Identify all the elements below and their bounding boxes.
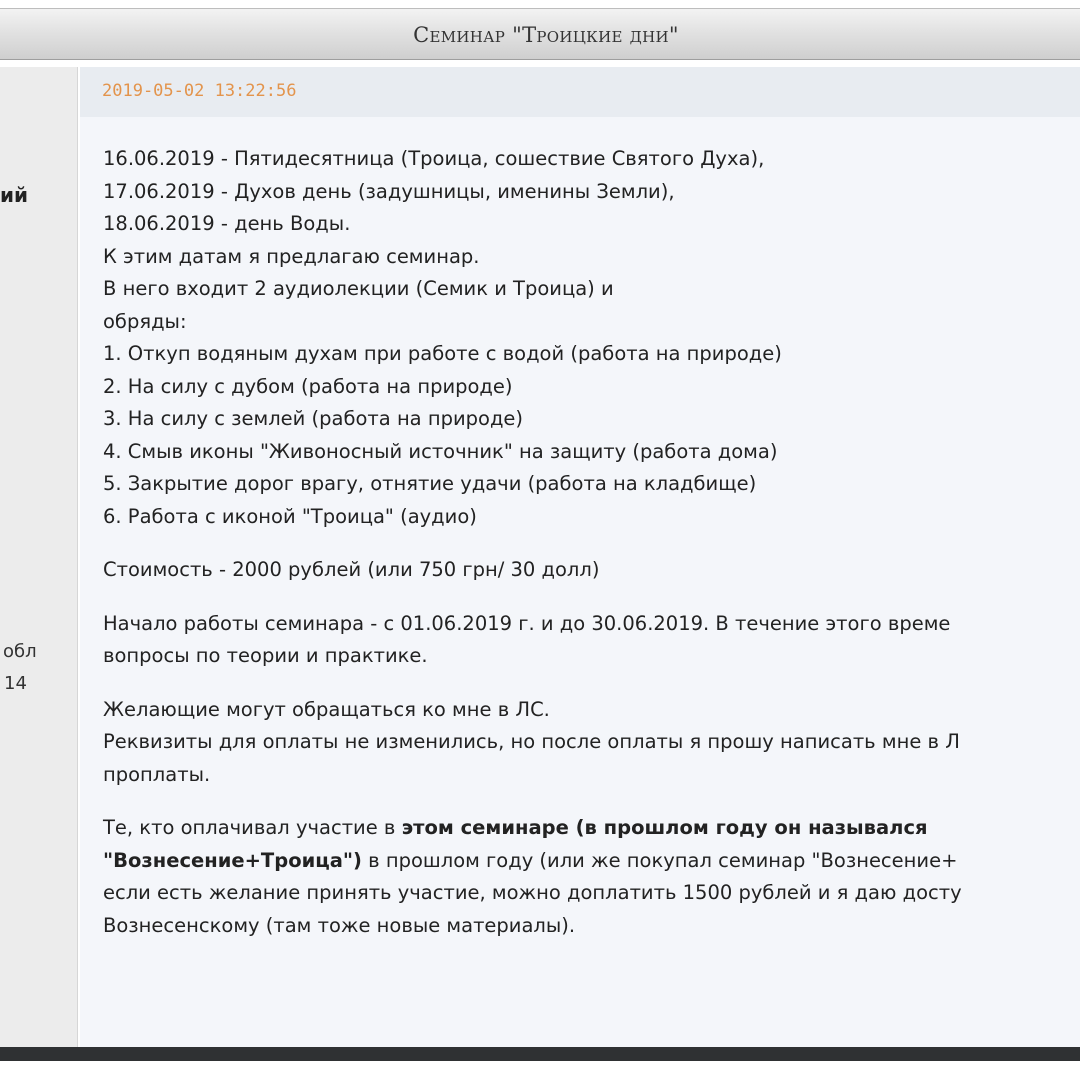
final-bold-text: "Вознесение+Троица") bbox=[103, 848, 362, 872]
topic-title-bar bbox=[0, 8, 1080, 60]
post-content bbox=[103, 143, 1080, 942]
top-edge bbox=[0, 0, 1080, 6]
final-text: Те, кто оплачивал участие в bbox=[103, 816, 402, 839]
rite-item: 5. Закрытие дорог врагу, отнятие удачи (работа на кладбище) bbox=[103, 472, 757, 495]
contact-line: Желающие могут обращаться ко мне в ЛС. bbox=[103, 697, 550, 721]
bottom-bar bbox=[0, 1047, 1080, 1061]
final-bold-text: этом семинаре (в прошлом году он назывался bbox=[401, 816, 928, 839]
final-line: если есть желание принять участие, можно доплатить 1500 рублей и я даю досту bbox=[103, 881, 962, 904]
paragraph-gap bbox=[103, 533, 1080, 554]
final-line bbox=[103, 845, 1080, 878]
post-header bbox=[80, 67, 1080, 117]
paragraph-gap bbox=[103, 673, 1080, 694]
rite-item: 6. Работа с иконой "Троица" (аудио) bbox=[103, 504, 477, 528]
post-line: В него входит 2 аудиолекции (Семик и Троица) и bbox=[103, 277, 614, 300]
final-line: Вознесенскому (там тоже новые материалы). bbox=[103, 913, 576, 937]
author-post-count: 14 bbox=[4, 673, 27, 694]
start-line: вопросы по теории и практике. bbox=[103, 644, 428, 667]
post-line: К этим датам я предлагаю семинар. bbox=[103, 244, 480, 268]
author-location: обл bbox=[3, 641, 37, 662]
author-name[interactable]: ий bbox=[0, 183, 29, 207]
rite-item: 1. Откуп водяным духам при работе с водой (работа на природе) bbox=[103, 342, 782, 365]
post-line: обряды: bbox=[103, 309, 187, 333]
contact-line: Реквизиты для оплаты не изменились, но после оплаты я прошу написать мне в Л bbox=[103, 730, 960, 753]
post-line: 17.06.2019 - Духов день (задушницы, именины Земли), bbox=[103, 179, 675, 203]
final-line bbox=[103, 812, 1080, 845]
final-text: в прошлом году (или же покупал семинар "Вознесение+ bbox=[361, 848, 958, 872]
post-body bbox=[80, 117, 1080, 1047]
contact-line: проплаты. bbox=[103, 762, 211, 786]
post-line: 18.06.2019 - день Воды. bbox=[103, 212, 351, 235]
start-line: Начало работы семинара - с 01.06.2019 г. и до 30.06.2019. В течение этого време bbox=[103, 611, 951, 635]
post-timestamp: 2019-05-02 13:22:56 bbox=[102, 81, 297, 101]
rite-item: 4. Смыв иконы "Живоносный источник" на защиту (работа дома) bbox=[103, 439, 778, 463]
bottom-edge bbox=[0, 1061, 1080, 1080]
rite-item: 2. На силу с дубом (работа на природе) bbox=[103, 374, 513, 398]
author-sidebar bbox=[0, 67, 78, 1047]
rite-item: 3. На силу с землей (работа на природе) bbox=[103, 407, 524, 430]
price-line: Стоимость - 2000 рублей (или 750 грн/ 30 долл) bbox=[103, 558, 600, 581]
paragraph-gap bbox=[103, 791, 1080, 812]
topic-title: Семинар "Троицкие дни" bbox=[413, 23, 679, 47]
paragraph-gap bbox=[103, 587, 1080, 608]
post-line: 16.06.2019 - Пятидесятница (Троица, сошествие Святого Духа), bbox=[103, 147, 765, 170]
